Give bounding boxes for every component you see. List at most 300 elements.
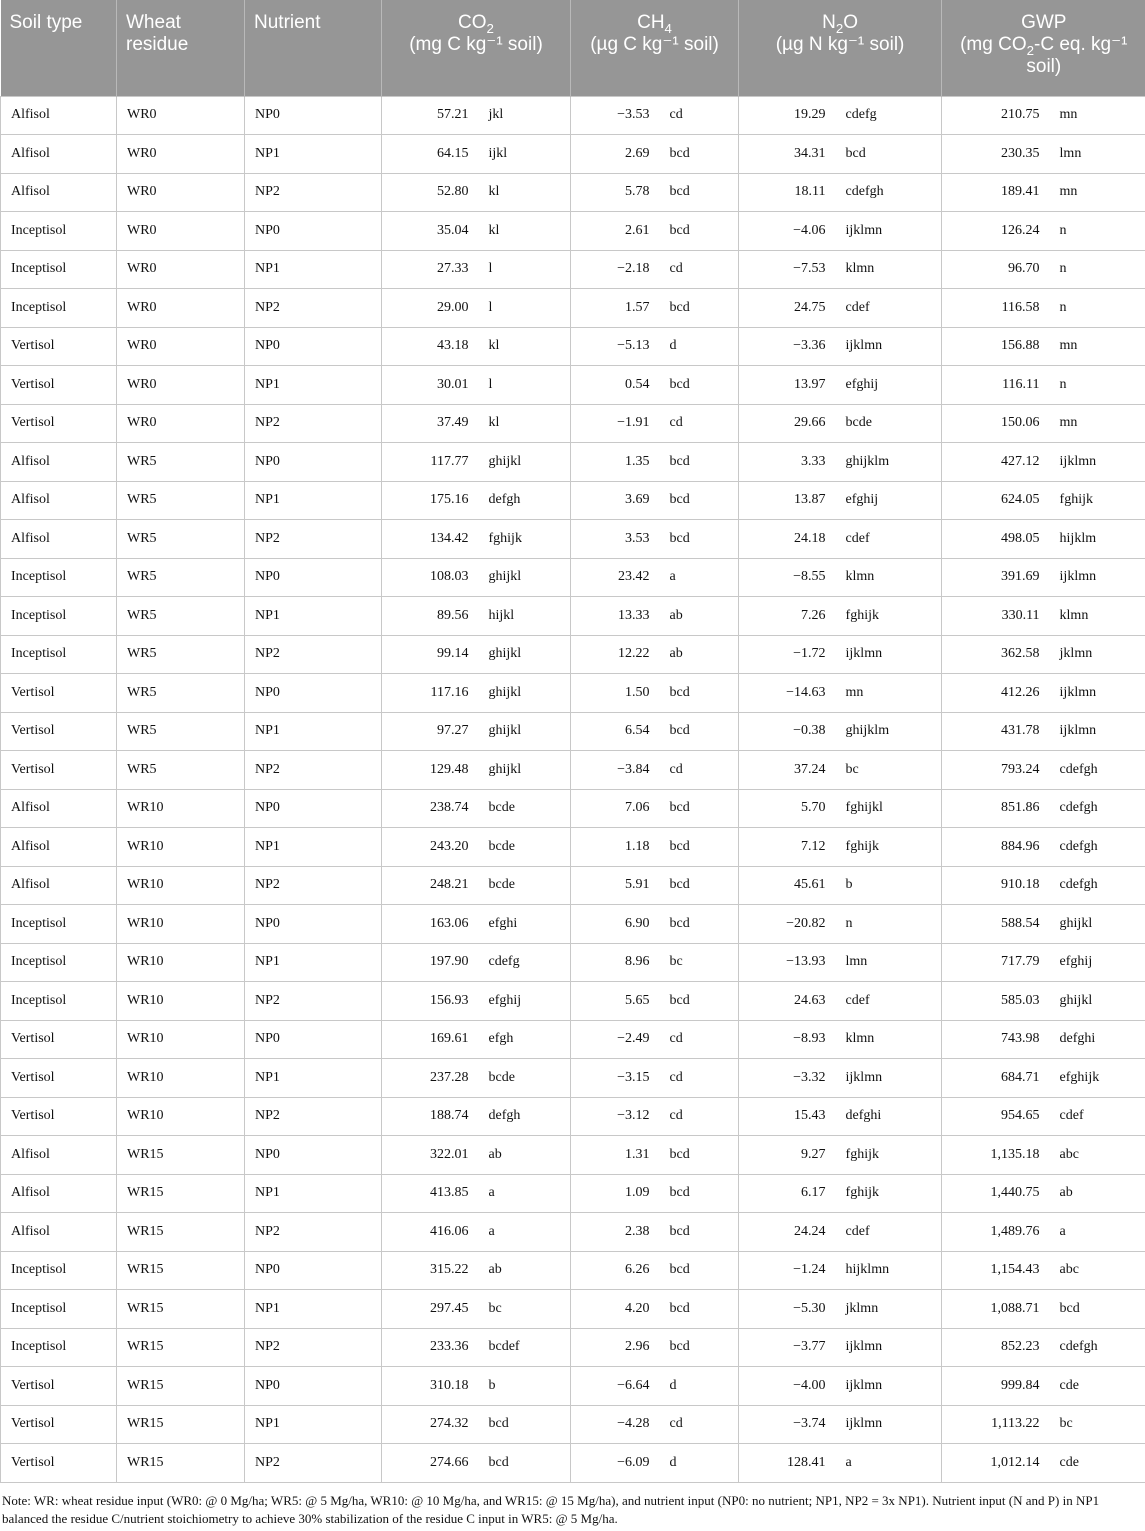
cell-co2-letters: kl xyxy=(479,212,571,251)
cell-gwp-letters: klmn xyxy=(1050,597,1145,636)
header-gwp: GWP (mg $CO_2-C$ eq. kg⁻¹ soil) xyxy=(942,0,1145,96)
cell-ch4-letters: bcd xyxy=(660,443,739,482)
cell-gwp-value: 498.05 xyxy=(942,520,1050,559)
cell-ch4-value: −6.64 xyxy=(571,1367,660,1406)
table-header xyxy=(1,0,1145,96)
cell-co2-letters: efghij xyxy=(479,982,571,1021)
cell-ch4-letters: bcd xyxy=(660,481,739,520)
cell-nutrient: NP0 xyxy=(245,674,382,713)
cell-n2o-value: −3.74 xyxy=(739,1405,836,1444)
cell-ch4-value: −1.91 xyxy=(571,404,660,443)
cell-nutrient: NP1 xyxy=(245,1059,382,1098)
cell-co2-value: 27.33 xyxy=(382,250,479,289)
cell-wheat-residue: WR15 xyxy=(117,1251,245,1290)
cell-ch4-value: 6.54 xyxy=(571,712,660,751)
cell-ch4-value: 5.78 xyxy=(571,173,660,212)
cell-n2o-letters: fghijk xyxy=(836,1174,942,1213)
cell-ch4-letters: bcd xyxy=(660,1213,739,1252)
cell-ch4-value: 2.61 xyxy=(571,212,660,251)
cell-n2o-value: −8.55 xyxy=(739,558,836,597)
table-row xyxy=(1,1405,1145,1444)
cell-co2-value: 169.61 xyxy=(382,1020,479,1059)
cell-co2-letters: jkl xyxy=(479,96,571,135)
cell-wheat-residue: WR0 xyxy=(117,289,245,328)
cell-gwp-letters: cdef xyxy=(1050,1097,1145,1136)
table-row xyxy=(1,212,1145,251)
cell-co2-value: 30.01 xyxy=(382,366,479,405)
cell-gwp-letters: mn xyxy=(1050,173,1145,212)
cell-gwp-value: 431.78 xyxy=(942,712,1050,751)
cell-ch4-value: −4.28 xyxy=(571,1405,660,1444)
cell-ch4-value: 1.31 xyxy=(571,1136,660,1175)
cell-nutrient: NP0 xyxy=(245,789,382,828)
cell-wheat-residue: WR5 xyxy=(117,597,245,636)
cell-n2o-value: 24.63 xyxy=(739,982,836,1021)
cell-co2-letters: fghijk xyxy=(479,520,571,559)
cell-gwp-letters: n xyxy=(1050,250,1145,289)
cell-soil-type: Inceptisol xyxy=(1,558,117,597)
cell-co2-letters: l xyxy=(479,289,571,328)
cell-wheat-residue: WR10 xyxy=(117,943,245,982)
table-note: Note: WR: wheat residue input (WR0: @ 0 Mg/ha; WR5: @ 5 Mg/ha, WR10: @ 10 Mg/ha, and WR15: @ 15 Mg/ha), and nutrient input (NP0: no nutrient; NP1, NP2 = 3x NP1). Nutrient input (N and P) in NP1 balanced the residue C/nutrient stoichiometry to achieve 30% stabilization of the residue C input in WR5: @ 5 Mg/ha. xyxy=(0,1489,1140,1531)
cell-ch4-letters: d xyxy=(660,1444,739,1483)
cell-co2-letters: ghijkl xyxy=(479,635,571,674)
cell-wheat-residue: WR10 xyxy=(117,1020,245,1059)
table-row xyxy=(1,828,1145,867)
cell-co2-letters: defgh xyxy=(479,481,571,520)
cell-ch4-letters: bcd xyxy=(660,1174,739,1213)
cell-n2o-value: −3.77 xyxy=(739,1328,836,1367)
cell-ch4-letters: bcd xyxy=(660,789,739,828)
cell-gwp-value: 624.05 xyxy=(942,481,1050,520)
cell-nutrient: NP0 xyxy=(245,905,382,944)
cell-gwp-letters: a xyxy=(1050,1213,1145,1252)
cell-gwp-letters: efghijk xyxy=(1050,1059,1145,1098)
cell-gwp-letters: n xyxy=(1050,289,1145,328)
table-row xyxy=(1,96,1145,135)
cell-nutrient: NP0 xyxy=(245,443,382,482)
cell-n2o-letters: b xyxy=(836,866,942,905)
cell-wheat-residue: WR5 xyxy=(117,712,245,751)
cell-co2-value: 97.27 xyxy=(382,712,479,751)
cell-wheat-residue: WR15 xyxy=(117,1136,245,1175)
cell-soil-type: Alfisol xyxy=(1,96,117,135)
cell-gwp-letters: ghijkl xyxy=(1050,905,1145,944)
cell-wheat-residue: WR10 xyxy=(117,1097,245,1136)
cell-n2o-value: 45.61 xyxy=(739,866,836,905)
cell-n2o-letters: ijklmn xyxy=(836,1367,942,1406)
cell-gwp-letters: n xyxy=(1050,366,1145,405)
cell-n2o-letters: bc xyxy=(836,751,942,790)
cell-co2-value: 248.21 xyxy=(382,866,479,905)
cell-n2o-letters: efghij xyxy=(836,481,942,520)
cell-co2-letters: ijkl xyxy=(479,135,571,174)
cell-gwp-letters: cde xyxy=(1050,1444,1145,1483)
table-row xyxy=(1,905,1145,944)
cell-gwp-value: 116.11 xyxy=(942,366,1050,405)
cell-n2o-value: −7.53 xyxy=(739,250,836,289)
cell-soil-type: Vertisol xyxy=(1,327,117,366)
cell-n2o-value: −3.32 xyxy=(739,1059,836,1098)
table-row xyxy=(1,481,1145,520)
cell-gwp-letters: hijklm xyxy=(1050,520,1145,559)
cell-wheat-residue: WR15 xyxy=(117,1367,245,1406)
cell-gwp-value: 1,440.75 xyxy=(942,1174,1050,1213)
cell-soil-type: Alfisol xyxy=(1,443,117,482)
cell-ch4-value: 13.33 xyxy=(571,597,660,636)
table-row xyxy=(1,366,1145,405)
cell-n2o-letters: ghijklm xyxy=(836,443,942,482)
cell-co2-value: 238.74 xyxy=(382,789,479,828)
cell-ch4-value: 1.50 xyxy=(571,674,660,713)
table-row xyxy=(1,289,1145,328)
cell-gwp-letters: defghi xyxy=(1050,1020,1145,1059)
cell-ch4-value: 12.22 xyxy=(571,635,660,674)
cell-ch4-value: 5.65 xyxy=(571,982,660,1021)
cell-co2-value: 274.32 xyxy=(382,1405,479,1444)
cell-co2-letters: ghijkl xyxy=(479,751,571,790)
cell-gwp-value: 1,154.43 xyxy=(942,1251,1050,1290)
cell-co2-letters: a xyxy=(479,1174,571,1213)
cell-soil-type: Vertisol xyxy=(1,674,117,713)
table-row xyxy=(1,1367,1145,1406)
table-row xyxy=(1,250,1145,289)
cell-gwp-value: 717.79 xyxy=(942,943,1050,982)
cell-wheat-residue: WR15 xyxy=(117,1174,245,1213)
cell-wheat-residue: WR15 xyxy=(117,1213,245,1252)
cell-co2-letters: ghijkl xyxy=(479,558,571,597)
cell-n2o-letters: cdef xyxy=(836,982,942,1021)
cell-soil-type: Alfisol xyxy=(1,1213,117,1252)
cell-wheat-residue: WR15 xyxy=(117,1405,245,1444)
cell-co2-value: 35.04 xyxy=(382,212,479,251)
cell-gwp-value: 391.69 xyxy=(942,558,1050,597)
cell-n2o-value: 24.75 xyxy=(739,289,836,328)
cell-gwp-value: 427.12 xyxy=(942,443,1050,482)
cell-gwp-letters: bcd xyxy=(1050,1290,1145,1329)
table-row xyxy=(1,982,1145,1021)
cell-ch4-value: 23.42 xyxy=(571,558,660,597)
cell-gwp-value: 588.54 xyxy=(942,905,1050,944)
cell-co2-value: 274.66 xyxy=(382,1444,479,1483)
cell-co2-value: 52.80 xyxy=(382,173,479,212)
cell-ch4-value: 4.20 xyxy=(571,1290,660,1329)
cell-co2-letters: bcde xyxy=(479,1059,571,1098)
table-row xyxy=(1,173,1145,212)
cell-soil-type: Alfisol xyxy=(1,173,117,212)
cell-wheat-residue: WR0 xyxy=(117,135,245,174)
cell-ch4-letters: bcd xyxy=(660,212,739,251)
cell-co2-letters: efgh xyxy=(479,1020,571,1059)
table-row xyxy=(1,327,1145,366)
cell-n2o-letters: cdef xyxy=(836,289,942,328)
cell-soil-type: Vertisol xyxy=(1,1405,117,1444)
cell-ch4-value: −3.15 xyxy=(571,1059,660,1098)
cell-n2o-value: −4.06 xyxy=(739,212,836,251)
cell-gwp-value: 793.24 xyxy=(942,751,1050,790)
cell-soil-type: Inceptisol xyxy=(1,212,117,251)
cell-co2-value: 57.21 xyxy=(382,96,479,135)
cell-n2o-value: −3.36 xyxy=(739,327,836,366)
cell-n2o-letters: bcde xyxy=(836,404,942,443)
header-n2o: $N_2O$ (µg N kg⁻¹ soil) xyxy=(739,0,942,96)
cell-soil-type: Inceptisol xyxy=(1,250,117,289)
table-row xyxy=(1,1213,1145,1252)
cell-nutrient: NP2 xyxy=(245,173,382,212)
header-co2: $CO_2$ (mg C kg⁻¹ soil) xyxy=(382,0,571,96)
cell-n2o-value: −13.93 xyxy=(739,943,836,982)
cell-ch4-letters: bcd xyxy=(660,1328,739,1367)
cell-gwp-letters: cdefgh xyxy=(1050,751,1145,790)
cell-ch4-value: 2.38 xyxy=(571,1213,660,1252)
cell-nutrient: NP1 xyxy=(245,943,382,982)
cell-soil-type: Alfisol xyxy=(1,520,117,559)
cell-ch4-letters: ab xyxy=(660,635,739,674)
cell-gwp-value: 116.58 xyxy=(942,289,1050,328)
cell-nutrient: NP2 xyxy=(245,289,382,328)
cell-gwp-value: 189.41 xyxy=(942,173,1050,212)
cell-n2o-value: −4.00 xyxy=(739,1367,836,1406)
cell-n2o-value: 3.33 xyxy=(739,443,836,482)
cell-n2o-value: −20.82 xyxy=(739,905,836,944)
cell-co2-letters: ghijkl xyxy=(479,443,571,482)
cell-n2o-value: 9.27 xyxy=(739,1136,836,1175)
cell-ch4-letters: bcd xyxy=(660,289,739,328)
cell-nutrient: NP0 xyxy=(245,1367,382,1406)
cell-n2o-letters: fghijk xyxy=(836,828,942,867)
cell-soil-type: Alfisol xyxy=(1,135,117,174)
cell-gwp-letters: efghij xyxy=(1050,943,1145,982)
cell-gwp-value: 412.26 xyxy=(942,674,1050,713)
cell-nutrient: NP2 xyxy=(245,751,382,790)
cell-gwp-letters: abc xyxy=(1050,1251,1145,1290)
cell-gwp-letters: abc xyxy=(1050,1136,1145,1175)
table-row xyxy=(1,712,1145,751)
cell-co2-letters: kl xyxy=(479,173,571,212)
cell-nutrient: NP2 xyxy=(245,635,382,674)
cell-co2-value: 175.16 xyxy=(382,481,479,520)
cell-wheat-residue: WR5 xyxy=(117,443,245,482)
cell-gwp-value: 230.35 xyxy=(942,135,1050,174)
cell-wheat-residue: WR5 xyxy=(117,635,245,674)
cell-co2-value: 99.14 xyxy=(382,635,479,674)
cell-co2-letters: efghi xyxy=(479,905,571,944)
cell-n2o-value: 19.29 xyxy=(739,96,836,135)
cell-co2-letters: cdefg xyxy=(479,943,571,982)
cell-ch4-value: 2.69 xyxy=(571,135,660,174)
cell-co2-value: 117.16 xyxy=(382,674,479,713)
cell-co2-value: 233.36 xyxy=(382,1328,479,1367)
cell-gwp-value: 1,012.14 xyxy=(942,1444,1050,1483)
cell-gwp-letters: ijklmn xyxy=(1050,712,1145,751)
cell-gwp-letters: ijklmn xyxy=(1050,674,1145,713)
table-row xyxy=(1,1097,1145,1136)
cell-soil-type: Inceptisol xyxy=(1,289,117,328)
cell-ch4-value: −5.13 xyxy=(571,327,660,366)
cell-co2-value: 89.56 xyxy=(382,597,479,636)
cell-ch4-letters: bcd xyxy=(660,520,739,559)
cell-nutrient: NP1 xyxy=(245,712,382,751)
cell-n2o-letters: cdefgh xyxy=(836,173,942,212)
cell-gwp-value: 585.03 xyxy=(942,982,1050,1021)
cell-gwp-letters: cdefgh xyxy=(1050,828,1145,867)
table-row xyxy=(1,943,1145,982)
cell-co2-letters: ghijkl xyxy=(479,674,571,713)
cell-wheat-residue: WR10 xyxy=(117,905,245,944)
cell-gwp-value: 96.70 xyxy=(942,250,1050,289)
cell-co2-value: 108.03 xyxy=(382,558,479,597)
cell-co2-value: 310.18 xyxy=(382,1367,479,1406)
cell-co2-value: 156.93 xyxy=(382,982,479,1021)
cell-nutrient: NP0 xyxy=(245,1251,382,1290)
cell-ch4-value: −2.18 xyxy=(571,250,660,289)
table-row xyxy=(1,597,1145,636)
cell-ch4-letters: d xyxy=(660,1367,739,1406)
cell-ch4-letters: bcd xyxy=(660,712,739,751)
cell-ch4-letters: bcd xyxy=(660,982,739,1021)
cell-n2o-value: −1.24 xyxy=(739,1251,836,1290)
cell-gwp-value: 999.84 xyxy=(942,1367,1050,1406)
cell-ch4-letters: bc xyxy=(660,943,739,982)
cell-ch4-letters: cd xyxy=(660,751,739,790)
cell-n2o-value: −5.30 xyxy=(739,1290,836,1329)
cell-co2-letters: ab xyxy=(479,1136,571,1175)
cell-co2-value: 43.18 xyxy=(382,327,479,366)
table-row xyxy=(1,1174,1145,1213)
cell-co2-value: 134.42 xyxy=(382,520,479,559)
cell-co2-letters: bc xyxy=(479,1290,571,1329)
cell-n2o-value: 24.24 xyxy=(739,1213,836,1252)
cell-n2o-letters: ijklmn xyxy=(836,1405,942,1444)
cell-n2o-letters: ijklmn xyxy=(836,327,942,366)
cell-n2o-letters: cdef xyxy=(836,520,942,559)
cell-n2o-value: 7.26 xyxy=(739,597,836,636)
cell-co2-letters: l xyxy=(479,250,571,289)
cell-soil-type: Vertisol xyxy=(1,751,117,790)
cell-nutrient: NP0 xyxy=(245,327,382,366)
cell-n2o-letters: ijklmn xyxy=(836,1059,942,1098)
cell-ch4-letters: bcd xyxy=(660,173,739,212)
cell-nutrient: NP1 xyxy=(245,828,382,867)
cell-co2-letters: bcde xyxy=(479,789,571,828)
cell-gwp-value: 684.71 xyxy=(942,1059,1050,1098)
cell-co2-letters: bcd xyxy=(479,1405,571,1444)
cell-gwp-value: 126.24 xyxy=(942,212,1050,251)
table-row xyxy=(1,1328,1145,1367)
cell-co2-value: 64.15 xyxy=(382,135,479,174)
cell-wheat-residue: WR0 xyxy=(117,212,245,251)
cell-co2-value: 243.20 xyxy=(382,828,479,867)
cell-co2-value: 37.49 xyxy=(382,404,479,443)
table-row xyxy=(1,1020,1145,1059)
cell-ch4-value: 3.53 xyxy=(571,520,660,559)
cell-nutrient: NP1 xyxy=(245,1405,382,1444)
cell-soil-type: Alfisol xyxy=(1,481,117,520)
cell-gwp-value: 210.75 xyxy=(942,96,1050,135)
cell-co2-letters: hijkl xyxy=(479,597,571,636)
cell-nutrient: NP1 xyxy=(245,597,382,636)
cell-gwp-letters: cdefgh xyxy=(1050,866,1145,905)
cell-gwp-letters: mn xyxy=(1050,96,1145,135)
cell-co2-letters: a xyxy=(479,1213,571,1252)
cell-co2-value: 117.77 xyxy=(382,443,479,482)
cell-n2o-value: 34.31 xyxy=(739,135,836,174)
table-row xyxy=(1,404,1145,443)
cell-gwp-value: 150.06 xyxy=(942,404,1050,443)
cell-nutrient: NP1 xyxy=(245,135,382,174)
cell-gwp-value: 1,113.22 xyxy=(942,1405,1050,1444)
cell-gwp-letters: fghijk xyxy=(1050,481,1145,520)
cell-nutrient: NP1 xyxy=(245,1290,382,1329)
cell-soil-type: Vertisol xyxy=(1,1097,117,1136)
cell-wheat-residue: WR10 xyxy=(117,866,245,905)
cell-soil-type: Vertisol xyxy=(1,1020,117,1059)
header-nutrient: Nutrient xyxy=(245,0,382,96)
cell-wheat-residue: WR0 xyxy=(117,404,245,443)
cell-n2o-letters: ijklmn xyxy=(836,1328,942,1367)
cell-soil-type: Inceptisol xyxy=(1,982,117,1021)
cell-wheat-residue: WR15 xyxy=(117,1444,245,1483)
cell-n2o-letters: lmn xyxy=(836,943,942,982)
cell-ch4-value: −3.84 xyxy=(571,751,660,790)
cell-n2o-value: −0.38 xyxy=(739,712,836,751)
cell-gwp-value: 1,489.76 xyxy=(942,1213,1050,1252)
cell-ch4-letters: cd xyxy=(660,96,739,135)
cell-n2o-letters: fghijk xyxy=(836,597,942,636)
cell-soil-type: Alfisol xyxy=(1,866,117,905)
cell-n2o-letters: fghijkl xyxy=(836,789,942,828)
cell-ch4-value: 1.09 xyxy=(571,1174,660,1213)
table-row xyxy=(1,751,1145,790)
cell-gwp-letters: mn xyxy=(1050,404,1145,443)
cell-ch4-value: −6.09 xyxy=(571,1444,660,1483)
cell-soil-type: Alfisol xyxy=(1,789,117,828)
cell-wheat-residue: WR0 xyxy=(117,173,245,212)
cell-ch4-value: 6.26 xyxy=(571,1251,660,1290)
cell-wheat-residue: WR5 xyxy=(117,481,245,520)
cell-n2o-letters: klmn xyxy=(836,558,942,597)
header-wheat-residue: Wheat residue xyxy=(117,0,245,96)
cell-n2o-value: 6.17 xyxy=(739,1174,836,1213)
cell-n2o-value: 29.66 xyxy=(739,404,836,443)
cell-ch4-letters: bcd xyxy=(660,905,739,944)
cell-wheat-residue: WR5 xyxy=(117,674,245,713)
cell-nutrient: NP2 xyxy=(245,1328,382,1367)
cell-co2-value: 163.06 xyxy=(382,905,479,944)
table-row xyxy=(1,1290,1145,1329)
cell-nutrient: NP0 xyxy=(245,558,382,597)
table-row xyxy=(1,635,1145,674)
cell-gwp-value: 1,088.71 xyxy=(942,1290,1050,1329)
cell-wheat-residue: WR0 xyxy=(117,366,245,405)
cell-nutrient: NP1 xyxy=(245,1174,382,1213)
cell-ch4-letters: bcd xyxy=(660,866,739,905)
cell-co2-value: 315.22 xyxy=(382,1251,479,1290)
cell-gwp-value: 884.96 xyxy=(942,828,1050,867)
cell-ch4-value: 2.96 xyxy=(571,1328,660,1367)
cell-gwp-value: 852.23 xyxy=(942,1328,1050,1367)
cell-soil-type: Inceptisol xyxy=(1,597,117,636)
cell-n2o-value: 128.41 xyxy=(739,1444,836,1483)
cell-ch4-value: 8.96 xyxy=(571,943,660,982)
cell-nutrient: NP2 xyxy=(245,1444,382,1483)
table-row xyxy=(1,1251,1145,1290)
cell-gwp-letters: n xyxy=(1050,212,1145,251)
cell-n2o-letters: a xyxy=(836,1444,942,1483)
cell-ch4-letters: bcd xyxy=(660,135,739,174)
cell-co2-value: 237.28 xyxy=(382,1059,479,1098)
cell-nutrient: NP2 xyxy=(245,1213,382,1252)
